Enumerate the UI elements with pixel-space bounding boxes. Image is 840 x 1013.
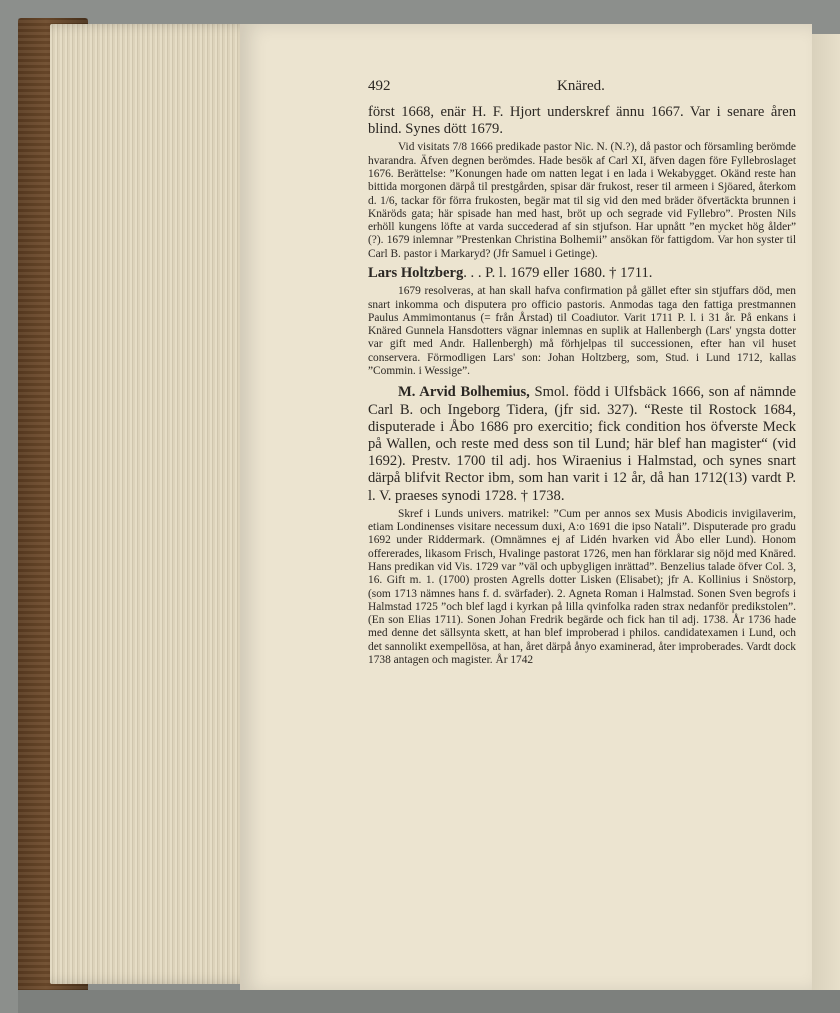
paragraph-1 bbox=[368, 104, 796, 138]
running-title: Knäred. bbox=[557, 78, 605, 94]
entry-dates: . . . P. l. 1679 eller 1680. † 1711. bbox=[463, 265, 653, 282]
entry-name-2: M. Arvid Bolhemius, bbox=[398, 384, 530, 401]
page-content bbox=[368, 78, 796, 670]
entry-name: Lars Holtzberg bbox=[368, 265, 464, 282]
book-bottom-shadow bbox=[18, 990, 840, 1013]
entry-heading bbox=[368, 265, 796, 282]
paragraph-1-text: först 1668, enär H. F. Hjort underskref ännu 1667. Var i senare åren blind. Synes dött 1679. bbox=[368, 104, 796, 138]
paragraph-6-text: Skref i Lunds univers. matrikel: ”Cum per annos sex Musis Abodicis invigilaverim, etiam Londinenses visitare necessum duxi, A:o 1691 die ipso Natali”. Disputerade pro gradu 1692 under Riddermark. (Omnämnes ej af Lidén hvarken vid Åbo eller Lund). Honom offererades, likasom Frisch, Hvalinge pastorat 1726, men han förklarar sig nöjd med Knäred. Hans predikan vid Vis. 1729 var ”väl och upbygligen inrättad”. Benzelius talade öfver Col. 3, 16. Gift m. 1. (1700) prosten Agrells dotter Lisken (Elisabet); jfr A. Kollinius i Snöstorp, (som 1713 nämnes hans f. d. svärfader). 2. Agneta Roman i Halmstad. Sonen Sven begrofs i Halmstad 1725 ”och blef lagd i kyrkan på lilla qvinfolka raden strax nedanför predikstolen”. (En son Elias 1711). Sonen Johan Fredrik begärde och fick han til adj. 1738. År 1736 hade med denne det sällsynta skett, at han blef improberad i philos. candidatexamen i Lund, och det sannolikt exempellösa, at han, året därpå ånyo examinerad, åter improberades. Vardt dock 1738 antagen och magister. År 1742 bbox=[368, 507, 796, 667]
entry-body: Smol. född i Ulfsbäck 1666, son af nämnde Carl B. och Ingeborg Tidera, (jfr sid. 327). “Reste til Rostock 1684, disputerade i Åbo 1686 pro exercitio; fick condition hos öfverste Meck på Wallen, och reste med dess son til Lund; här blef han magister“ (vid 1692). Prestv. 1700 til adj. hos Wiraenius i Halmstad, och synes snart därpå blifvit Rector ibm, som han varit i 12 år, då han 1712(13) vardt P. l. V. praeses synodi 1728. † 1738. bbox=[368, 384, 796, 504]
paragraph-6 bbox=[368, 508, 796, 668]
entry-arvid-bolhemius bbox=[368, 384, 796, 504]
page-stack bbox=[50, 24, 260, 984]
facing-page-edge bbox=[812, 34, 840, 994]
paragraph-4 bbox=[368, 285, 796, 378]
page-number: 492 bbox=[368, 78, 391, 94]
page-header bbox=[368, 78, 796, 104]
paragraph-2 bbox=[368, 141, 796, 261]
entry-lars-holtzberg bbox=[368, 265, 796, 282]
entry-arvid-text bbox=[368, 384, 796, 504]
paragraph-2-text: Vid visitats 7/8 1666 predikade pastor Nic. N. (N.?), då pastor och församling berömde hvarandra. Äfven degnen berömdes. Hade besök af Carl XI, äfven dagen före Fyllebroslaget 1676. Berättelse: ”Konungen hade om natten legat i en lada i Wekabygget. Okänd reste han bittida morgonen därpå til prestgården, spisar där frukost, reser til armeen i Sjöared, återkom d. 1/6, tackar för förra frukosten, begär mat til sig vid den med bräder öfvertäckta brunnen i Knäröds gata; här spisade han med hast, bröt up och segrade vid Fyllebro”. Prosten Nils erhöll kungens löfte at varda succederad af sin stjufson. Har upnått ”en mycket hög ålder” (?). 1679 inlemnar ”Prestenkan Christina Bolhemii” ansökan för fattigdom. Var hon syster til Carl B. pastor i Markaryd? (Jfr Samuel i Getinge). bbox=[368, 141, 796, 260]
paragraph-4-text: 1679 resolveras, at han skall hafva confirmation på gället efter sin stjuffars död, men snart inkomma och disputera pro officio pastoris. Anmodas taga den fattiga prestmannen Paulus Ammimontanus (= från Årstad) til Coadiutor. Varit 1711 P. l. i 31 år. På enkans i Knäred Gunnela Hansdotters vägnar inlemnas en suplik at Hallenbergh (Lars' yngsta dotter var gift med Andr. Hallenbergh) må förhjelpas til successionen, efter han vil huset conservera. Förmodligen Lars' son: Johan Holtzberg, som, Stud. i Lund 1712, kallas ”Commin. i Wessige”. bbox=[368, 285, 796, 378]
